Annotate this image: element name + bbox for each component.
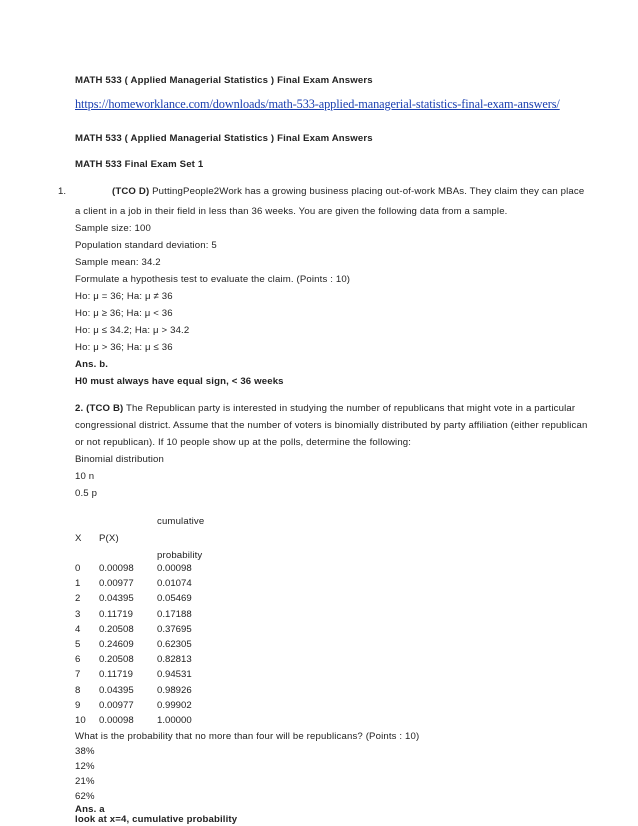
cell-x: 3 <box>75 608 81 620</box>
q1-line: Population standard deviation: 5 <box>75 240 217 251</box>
q2-option-c: 21% <box>75 776 95 787</box>
cell-cum: 0.98926 <box>157 684 192 696</box>
q2-text-line3: or not republican). If 10 people show up at the polls, determine the following: <box>75 437 412 448</box>
cell-cum: 0.05469 <box>157 593 192 605</box>
cell-px: 0.20508 <box>99 623 134 635</box>
q1-number: 1. <box>58 186 67 197</box>
q2-tag: 2. (TCO B) <box>75 403 124 414</box>
cell-x: 1 <box>75 578 81 590</box>
cell-cum: 0.94531 <box>157 669 192 681</box>
page-heading: MATH 533 ( Applied Managerial Statistics ) Final Exam Answers <box>75 75 373 86</box>
cell-px: 0.00098 <box>99 715 134 726</box>
q2-question: What is the probability that no more than four will be republicans? (Points : 10) <box>75 731 420 742</box>
cell-px: 0.20508 <box>99 654 134 666</box>
cell-cum: 0.99902 <box>157 699 192 711</box>
q1-option-c: Ho: μ ≤ 34.2; Ha: μ > 34.2 <box>75 325 190 336</box>
cell-x: 9 <box>75 699 81 711</box>
cell-x: 5 <box>75 639 81 650</box>
q1-line: Sample size: 100 <box>75 223 151 234</box>
cell-cum: 0.00098 <box>157 563 192 574</box>
cell-x: 2 <box>75 593 81 605</box>
cell-px: 0.24609 <box>99 639 134 650</box>
q2-option-a: 38% <box>75 746 95 757</box>
table-header-cum-1: cumulative <box>157 516 205 527</box>
q1-option-d: Ho: μ > 36; Ha: μ ≤ 36 <box>75 342 173 353</box>
q2-answer: Ans. a <box>75 804 105 815</box>
table-header-x: X <box>75 533 82 544</box>
cell-x: 4 <box>75 623 81 635</box>
cell-cum: 0.82813 <box>157 654 192 666</box>
q2-n-line: 10 n <box>75 471 95 482</box>
cell-x: 10 <box>75 715 86 726</box>
cell-cum: 0.62305 <box>157 639 192 650</box>
cell-x: 0 <box>75 563 81 574</box>
cell-cum: 1.00000 <box>157 715 192 726</box>
q1-answer: Ans. b. <box>75 359 109 370</box>
cell-px: 0.11719 <box>99 669 133 681</box>
q1-option-a: Ho: μ = 36; Ha: μ ≠ 36 <box>75 291 173 302</box>
q1-line: Sample mean: 34.2 <box>75 257 161 268</box>
cell-px: 0.11719 <box>99 608 133 620</box>
cell-px: 0.00977 <box>99 699 134 711</box>
q1-note: H0 must always have equal sign, < 36 weeks <box>75 376 284 387</box>
cell-cum: 0.17188 <box>157 608 192 620</box>
cell-px: 0.04395 <box>99 684 134 696</box>
cell-px: 0.04395 <box>99 593 134 605</box>
cell-x: 6 <box>75 654 81 666</box>
exam-set-title: MATH 533 Final Exam Set 1 <box>75 159 204 170</box>
q2-first-line <box>75 403 575 414</box>
q2-text-line2: congressional district. Assume that the number of voters is binomially distributed by party affiliation (either republican <box>75 420 588 431</box>
cell-x: 7 <box>75 669 81 681</box>
q1-tag: (TCO D) <box>112 186 150 197</box>
cell-px: 0.00977 <box>99 578 134 590</box>
q1-option-b: Ho: μ ≥ 36; Ha: μ < 36 <box>75 308 173 319</box>
q2-dist-label: Binomial distribution <box>75 454 165 465</box>
q2-note: look at x=4, cumulative probability <box>75 814 238 825</box>
q1-text-line2: a client in a job in their field in less than 36 weeks. You are given the following data from a sample. <box>75 206 508 217</box>
table-header-cum-2: probability <box>157 550 203 561</box>
cell-cum: 0.01074 <box>157 578 192 590</box>
page-heading-repeat: MATH 533 ( Applied Managerial Statistics ) Final Exam Answers <box>75 133 373 144</box>
cell-px: 0.00098 <box>99 563 134 574</box>
q1-first-line <box>112 186 584 197</box>
q2-option-d: 62% <box>75 791 95 802</box>
table-header-px: P(X) <box>99 533 119 544</box>
cell-cum: 0.37695 <box>157 623 192 635</box>
q1-prompt: Formulate a hypothesis test to evaluate the claim. (Points : 10) <box>75 274 351 285</box>
source-link[interactable]: https://homeworklance.com/downloads/math-533-applied-managerial-statistics-final-exam-answers/ <box>75 97 560 111</box>
q2-option-b: 12% <box>75 761 95 772</box>
q2-p-line: 0.5 p <box>75 488 98 499</box>
q2-text-line1: The Republican party is interested in studying the number of republicans that might vote in a particular <box>123 403 576 414</box>
cell-x: 8 <box>75 684 81 696</box>
q1-text-line1: PuttingPeople2Work has a growing business placing out-of-work MBAs. They claim they can place <box>149 186 585 197</box>
